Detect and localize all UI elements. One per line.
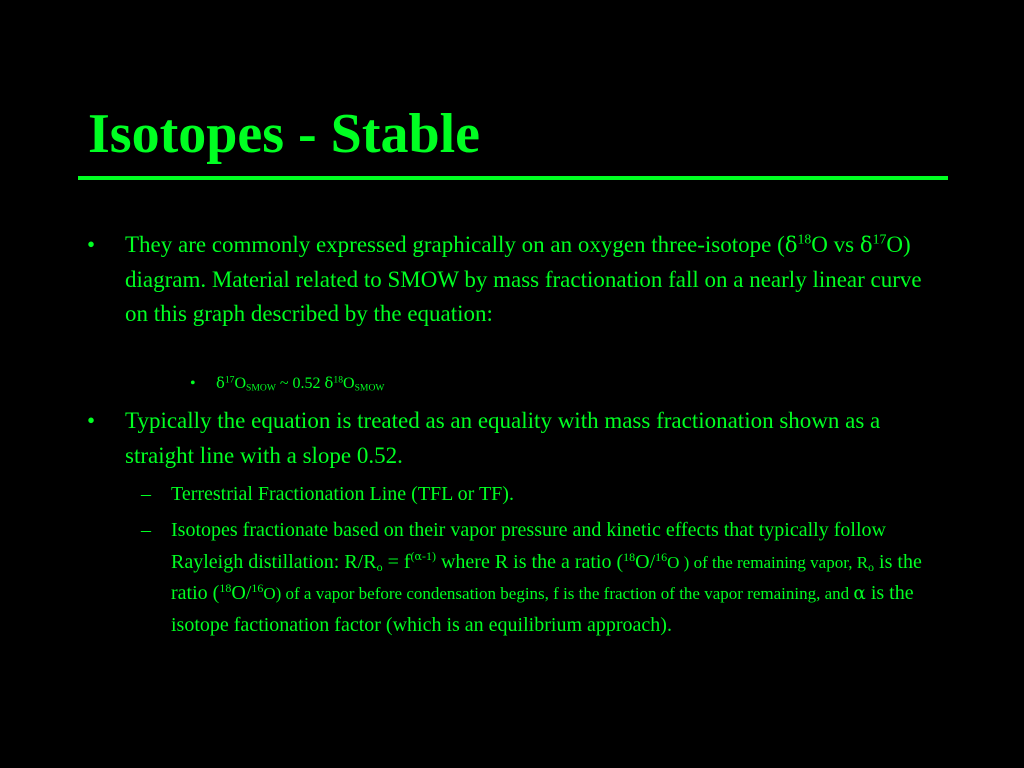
text-run: is the ratio ( — [171, 550, 922, 604]
bullet-marker: • — [87, 232, 96, 257]
text-run: O) of a vapor before condensation begins, f is the fraction of the vapor remaining, and — [263, 584, 854, 603]
subscript: SMOW — [246, 382, 276, 394]
subscript: o — [868, 559, 875, 574]
superscript: 17 — [872, 231, 887, 247]
equation-text — [216, 375, 384, 392]
dash-item — [141, 515, 946, 641]
text-run: = f — [382, 550, 411, 573]
alpha-symbol: α — [414, 550, 422, 564]
text-run: where R is the a ratio ( — [435, 550, 624, 573]
bullet-text — [125, 232, 922, 326]
dash-text — [171, 519, 922, 636]
delta-symbol: δ — [784, 232, 798, 257]
text-run: ~ 0.52 — [275, 375, 325, 392]
superscript: 16 — [655, 549, 668, 564]
title-divider — [78, 176, 948, 180]
bullet-marker: • — [87, 408, 96, 433]
text-run: O vs — [811, 232, 860, 257]
text-run: O — [343, 375, 355, 392]
subscript: SMOW — [354, 382, 385, 394]
bullet-item — [87, 404, 945, 473]
text-run: O) diagram. Material related to SMOW by mass fractionation fall on a nearly linear curve on this graph described by the equation: — [125, 232, 922, 326]
text-run: ( — [410, 549, 415, 564]
superscript: 17 — [224, 374, 235, 386]
text-run: They are commonly expressed graphically on an oxygen three-isotope ( — [125, 232, 785, 257]
alpha-symbol: α — [853, 583, 866, 604]
subscript: o — [376, 559, 383, 574]
text-run: is the isotope factionation factor (which is an equilibrium approach). — [171, 582, 914, 636]
text-run: O ) of the remaining vapor, R — [667, 552, 869, 572]
text-run: -1) — [421, 549, 436, 564]
superscript: 18 — [333, 374, 344, 386]
dash-marker: – — [141, 519, 151, 541]
text-run: O/ — [231, 582, 252, 604]
bullet-item — [87, 228, 945, 332]
dash-text: Terrestrial Fractionation Line (TFL or TF). — [171, 483, 514, 505]
superscript: 18 — [219, 580, 232, 595]
delta-symbol: δ — [859, 232, 873, 257]
delta-symbol: δ — [216, 375, 225, 392]
superscript — [411, 549, 436, 563]
dash-item — [141, 479, 946, 511]
slide-title: Isotopes - Stable — [88, 103, 481, 165]
bullet-marker: • — [190, 375, 196, 392]
text-run: O/ — [635, 550, 656, 573]
superscript: 18 — [797, 231, 812, 247]
sub-bullet-item — [190, 373, 916, 395]
text-run: Isotopes fractionate based on their vapor pressure and kinetic effects that typically follow Rayleigh distillation: R/R — [171, 519, 886, 573]
bullet-text: Typically the equation is treated as an equality with mass fractionation shown as a straight line with a slope 0.52. — [125, 408, 881, 468]
text-run: O — [234, 375, 247, 392]
dash-marker: – — [141, 483, 151, 505]
superscript: 16 — [251, 580, 264, 595]
superscript: 18 — [623, 549, 636, 564]
delta-symbol: δ — [324, 375, 334, 392]
